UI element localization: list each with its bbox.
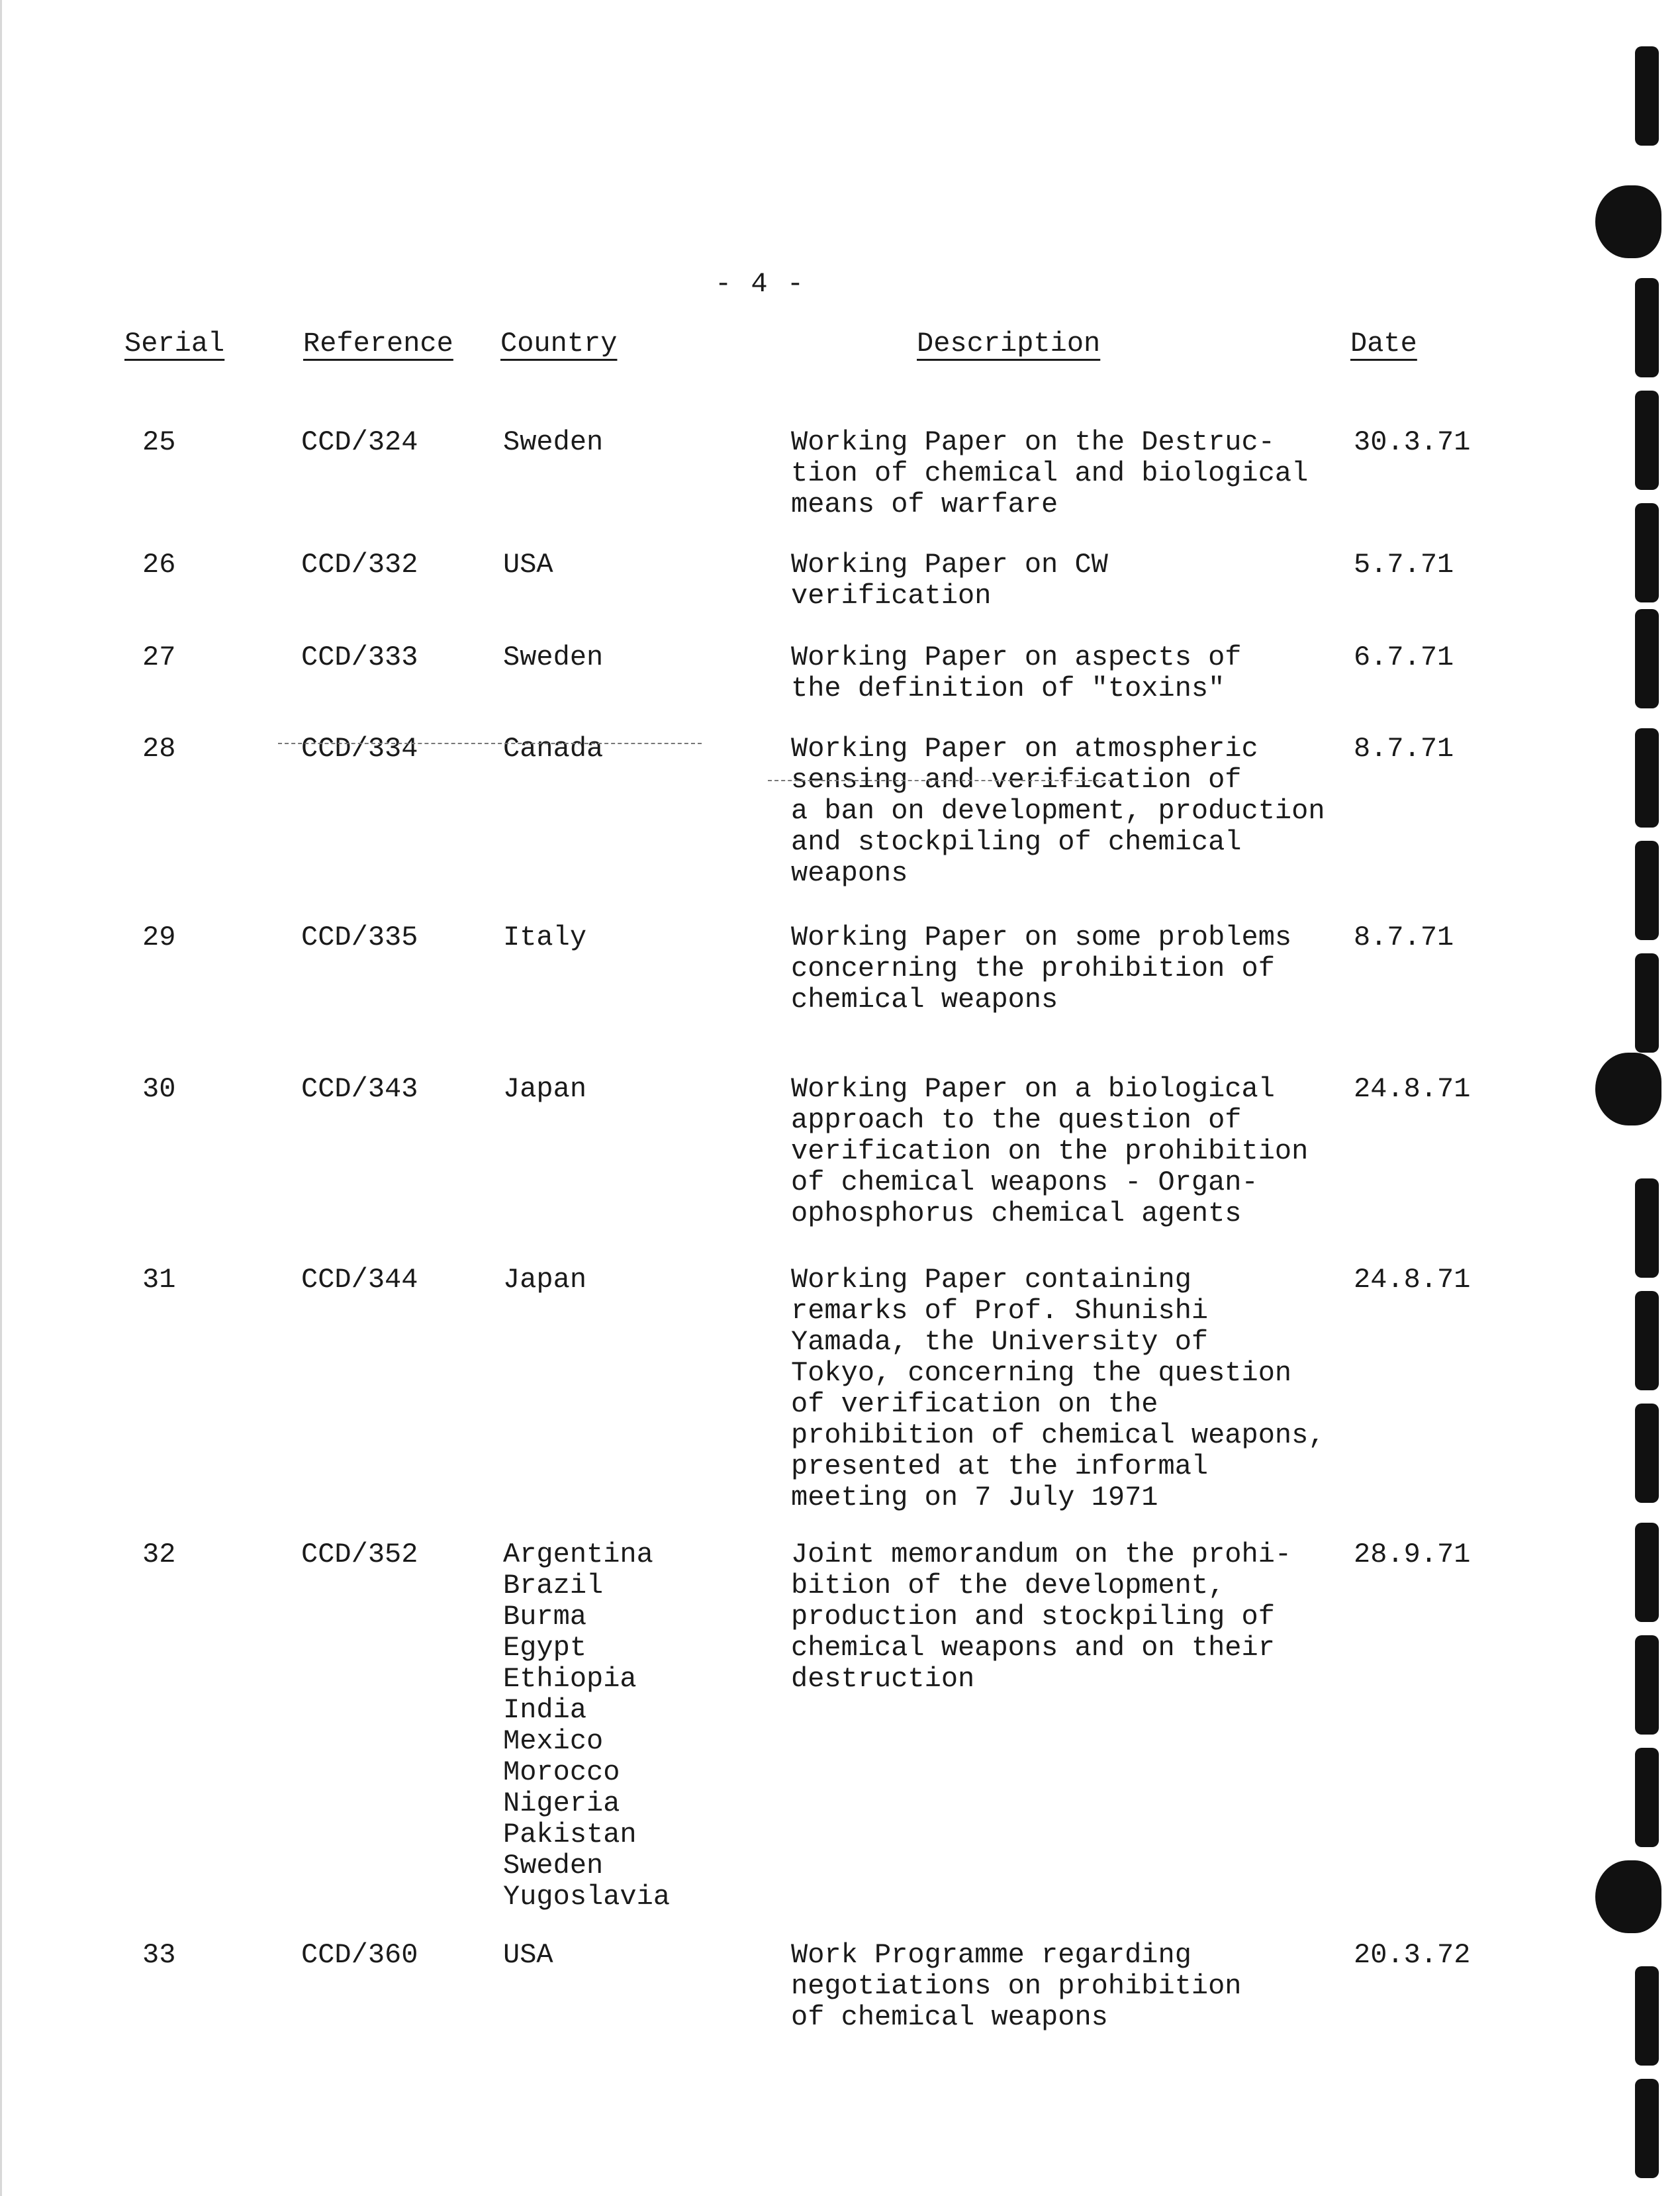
date-cell: 6.7.71 xyxy=(1354,642,1454,673)
date-cell: 5.7.71 xyxy=(1354,549,1454,581)
binder-mark xyxy=(1635,841,1659,940)
serial-cell: 30 xyxy=(142,1073,176,1105)
description-line: Working Paper on some problems xyxy=(791,922,1292,953)
binder-mark xyxy=(1635,503,1659,602)
reference-cell: CCD/334 xyxy=(301,733,418,765)
country-cell xyxy=(503,427,603,458)
country-cell xyxy=(503,734,603,765)
description-line: negotiations on prohibition xyxy=(791,1970,1242,2002)
description-line: tion of chemical and biological xyxy=(791,457,1309,489)
country-cell xyxy=(503,1539,670,1913)
binder-mark xyxy=(1635,1291,1659,1390)
serial-cell: 27 xyxy=(142,642,176,673)
country-name: Brazil xyxy=(503,1570,604,1601)
description-cell xyxy=(791,642,1242,704)
binder-mark xyxy=(1635,1966,1659,2066)
date-cell: 8.7.71 xyxy=(1354,922,1454,953)
description-line: weapons xyxy=(791,857,908,889)
date-cell: 28.9.71 xyxy=(1354,1539,1471,1570)
binder-mark xyxy=(1635,1635,1659,1735)
binder-mark xyxy=(1635,391,1659,490)
country-name: Sweden xyxy=(503,1850,604,1882)
description-line: Joint memorandum on the prohi- xyxy=(791,1539,1292,1570)
description-line: of chemical weapons xyxy=(791,2001,1108,2033)
date-cell: 24.8.71 xyxy=(1354,1264,1471,1296)
serial-cell: 31 xyxy=(142,1264,176,1296)
date-cell: 8.7.71 xyxy=(1354,733,1454,765)
serial-cell: 25 xyxy=(142,426,176,458)
reference-cell: CCD/343 xyxy=(301,1073,418,1105)
pencil-scribble xyxy=(278,743,702,744)
description-cell xyxy=(791,1265,1325,1513)
country-cell xyxy=(503,922,586,953)
description-line: chemical weapons xyxy=(791,984,1058,1016)
serial-cell: 28 xyxy=(142,733,176,765)
reference-cell: CCD/344 xyxy=(301,1264,418,1296)
binder-mark xyxy=(1635,46,1659,146)
description-cell xyxy=(791,922,1291,1016)
description-cell xyxy=(791,734,1325,889)
country-name: Italy xyxy=(503,922,587,953)
description-line: Tokyo, concerning the question xyxy=(791,1357,1292,1389)
description-line: Work Programme regarding xyxy=(791,1939,1191,1971)
reference-cell: CCD/333 xyxy=(301,642,418,673)
description-line: Working Paper containing xyxy=(791,1264,1191,1296)
binder-mark xyxy=(1635,1404,1659,1503)
country-cell xyxy=(503,1074,586,1105)
description-line: of verification on the xyxy=(791,1388,1158,1420)
description-line: meeting on 7 July 1971 xyxy=(791,1482,1158,1513)
description-cell xyxy=(791,1940,1242,2033)
country-cell xyxy=(503,1265,586,1296)
country-name: Nigeria xyxy=(503,1788,620,1819)
binder-mark xyxy=(1635,1523,1659,1622)
header-serial: Serial xyxy=(124,328,225,359)
page-number: - 4 - xyxy=(715,268,806,300)
description-line: Working Paper on a biological xyxy=(791,1073,1275,1105)
description-cell xyxy=(791,1539,1291,1695)
country-name: Canada xyxy=(503,733,604,765)
binder-mark xyxy=(1595,1860,1661,1933)
country-name: USA xyxy=(503,1939,553,1971)
description-cell xyxy=(791,427,1308,520)
description-line: verification xyxy=(791,580,992,612)
country-name: Mexico xyxy=(503,1725,604,1757)
description-line: and stockpiling of chemical xyxy=(791,826,1242,858)
header-reference: Reference xyxy=(303,328,453,359)
description-line: approach to the question of xyxy=(791,1104,1242,1136)
description-line: bition of the development, xyxy=(791,1570,1225,1601)
country-name: USA xyxy=(503,549,553,581)
country-name: Japan xyxy=(503,1073,587,1105)
serial-cell: 33 xyxy=(142,1939,176,1971)
description-line: Working Paper on atmospheric xyxy=(791,733,1258,765)
binder-mark xyxy=(1635,2079,1659,2178)
binder-mark xyxy=(1635,728,1659,828)
page-edge-line xyxy=(0,0,2,2196)
country-cell xyxy=(503,1940,553,1971)
serial-cell: 26 xyxy=(142,549,176,581)
binder-mark xyxy=(1635,609,1659,708)
description-line: the definition of "toxins" xyxy=(791,673,1225,704)
description-cell xyxy=(791,549,1108,612)
description-line: production and stockpiling of xyxy=(791,1601,1275,1633)
reference-cell: CCD/332 xyxy=(301,549,418,581)
country-cell xyxy=(503,642,603,673)
binder-mark xyxy=(1595,185,1661,258)
header-country: Country xyxy=(500,328,618,359)
reference-cell: CCD/352 xyxy=(301,1539,418,1570)
description-cell xyxy=(791,1074,1308,1229)
description-line: Yamada, the University of xyxy=(791,1326,1209,1358)
country-cell xyxy=(503,549,553,581)
description-line: presented at the informal xyxy=(791,1451,1209,1482)
date-cell: 30.3.71 xyxy=(1354,426,1471,458)
country-name: Burma xyxy=(503,1601,587,1633)
description-line: sensing and verification of xyxy=(791,764,1242,796)
reference-cell: CCD/360 xyxy=(301,1939,418,1971)
serial-cell: 29 xyxy=(142,922,176,953)
description-line: destruction xyxy=(791,1663,975,1695)
reference-cell: CCD/324 xyxy=(301,426,418,458)
binder-mark xyxy=(1635,953,1659,1053)
description-line: Working Paper on the Destruc- xyxy=(791,426,1275,458)
reference-cell: CCD/335 xyxy=(301,922,418,953)
binder-mark xyxy=(1635,1748,1659,1847)
binder-mark xyxy=(1635,278,1659,377)
description-line: means of warfare xyxy=(791,489,1058,520)
country-name: Japan xyxy=(503,1264,587,1296)
country-name: Morocco xyxy=(503,1756,620,1788)
country-name: Pakistan xyxy=(503,1819,637,1850)
country-name: Yugoslavia xyxy=(503,1881,671,1913)
binder-mark xyxy=(1595,1053,1661,1125)
pencil-scribble xyxy=(768,780,1112,781)
country-name: Sweden xyxy=(503,426,604,458)
date-cell: 20.3.72 xyxy=(1354,1939,1471,1971)
header-date: Date xyxy=(1350,328,1417,359)
description-line: ophosphorus chemical agents xyxy=(791,1198,1242,1229)
date-cell: 24.8.71 xyxy=(1354,1073,1471,1105)
description-line: verification on the prohibition xyxy=(791,1135,1309,1167)
serial-cell: 32 xyxy=(142,1539,176,1570)
description-line: of chemical weapons - Organ- xyxy=(791,1167,1258,1198)
country-name: India xyxy=(503,1694,587,1726)
binder-mark xyxy=(1635,1178,1659,1278)
country-name: Ethiopia xyxy=(503,1663,637,1695)
description-line: a ban on development, production xyxy=(791,795,1325,827)
country-name: Argentina xyxy=(503,1539,653,1570)
description-line: concerning the prohibition of xyxy=(791,953,1275,984)
header-description: Description xyxy=(917,328,1101,359)
description-line: chemical weapons and on their xyxy=(791,1632,1275,1664)
description-line: remarks of Prof. Shunishi xyxy=(791,1295,1209,1327)
country-name: Egypt xyxy=(503,1632,587,1664)
description-line: prohibition of chemical weapons, xyxy=(791,1419,1325,1451)
description-line: Working Paper on CW xyxy=(791,549,1108,581)
country-name: Sweden xyxy=(503,642,604,673)
description-line: Working Paper on aspects of xyxy=(791,642,1242,673)
